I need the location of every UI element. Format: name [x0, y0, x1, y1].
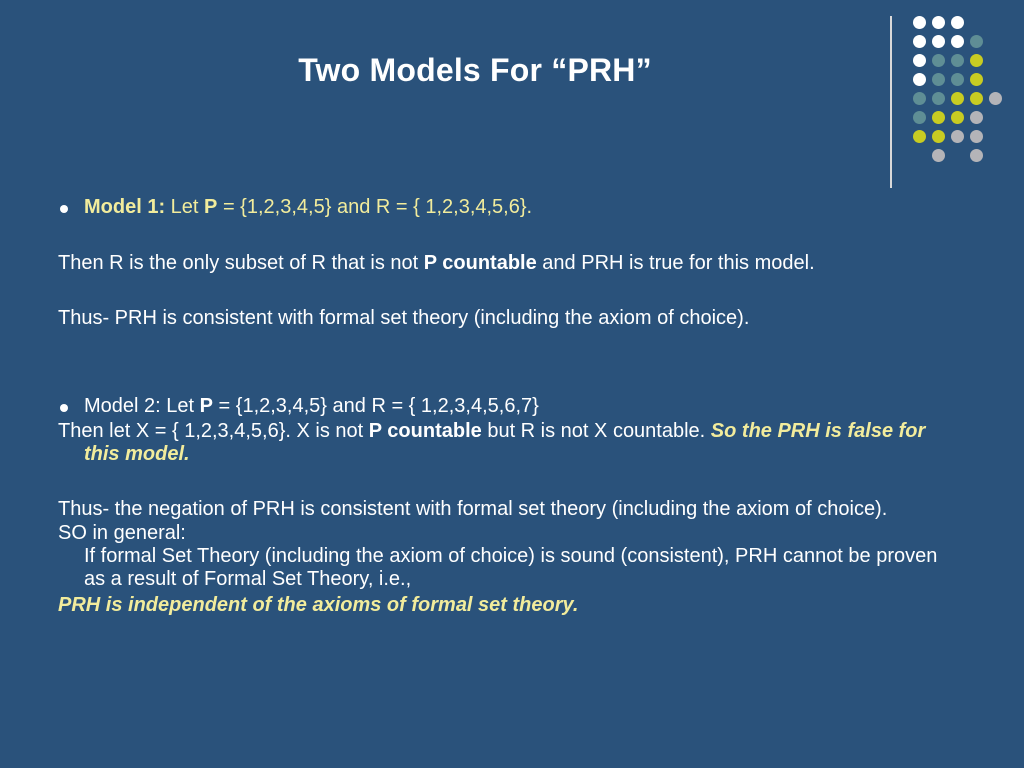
decor-dot [932, 111, 945, 124]
decor-dot [951, 73, 964, 86]
in-general-body: If formal Set Theory (including the axiom of choice) is sound (consistent), PRH cannot be proven as a result of Formal Set Theory, i.e., [84, 545, 938, 590]
paragraph-in-general [58, 522, 958, 591]
decor-dot [970, 35, 983, 48]
decor-dot [913, 73, 926, 86]
conclusion-statement: PRH is independent of the axioms of formal set theory. [58, 594, 579, 616]
decor-dot [970, 130, 983, 143]
model-2-p: P [199, 395, 213, 417]
decor-dot [913, 54, 926, 67]
slide-body [58, 190, 958, 617]
decor-dot [913, 92, 926, 105]
decor-dot [951, 92, 964, 105]
bullet-dot [60, 404, 68, 412]
para-3-text-a: Then let X = { 1,2,3,4,5,6}. X is not [58, 420, 369, 442]
decor-dot [951, 111, 964, 124]
paragraph-model-1-explanation [58, 252, 958, 275]
decor-dot [932, 149, 945, 162]
decor-dot [932, 35, 945, 48]
model-2-text-b: = {1,2,3,4,5} and R = { 1,2,3,4,5,6,7} [212, 395, 539, 417]
decor-dot [970, 73, 983, 86]
decor-dot [932, 73, 945, 86]
paragraph-consistency: Thus- PRH is consistent with formal set theory (including the axiom of choice). [58, 307, 750, 329]
paragraph-negation-consistency: Thus- the negation of PRH is consistent with formal set theory (including the axiom of choice). [58, 498, 888, 520]
para-1-text-a: Then R is the only subset of R that is not [58, 252, 424, 274]
decor-dot [932, 130, 945, 143]
slide-title: Two Models For “PRH” [298, 52, 652, 88]
decor-dot [951, 35, 964, 48]
decor-dot [970, 92, 983, 105]
bullet-dot [60, 205, 68, 213]
decorative-dot-grid [0, 0, 1024, 200]
decor-dot [970, 54, 983, 67]
decor-dot [951, 54, 964, 67]
decor-dot [989, 92, 1002, 105]
bullet-model-2 [58, 395, 958, 418]
model-2-text-a: Model 2: Let [84, 395, 200, 417]
decor-dot [913, 130, 926, 143]
decor-dot [932, 54, 945, 67]
para-3-text-b: but R is not X countable. [481, 420, 711, 442]
model-1-p: P [204, 196, 218, 218]
model-1-label: Model 1: [84, 196, 166, 218]
p-countable-term: P countable [368, 420, 482, 442]
decor-dot [913, 16, 926, 29]
decor-dot [913, 111, 926, 124]
decor-dot [932, 16, 945, 29]
model-1-text-a: Let [165, 196, 205, 218]
decor-dot [970, 111, 983, 124]
prh-false-emphasis: So the PRH is false for this model. [84, 420, 926, 465]
para-1-text-b: and PRH is true for this model. [536, 252, 815, 274]
decor-dot [932, 92, 945, 105]
decor-dot [951, 16, 964, 29]
in-general-heading: SO in general: [58, 522, 186, 544]
decor-dot [951, 130, 964, 143]
p-countable-term: P countable [423, 252, 537, 274]
paragraph-model-2-explanation [58, 420, 958, 466]
decor-dot [970, 149, 983, 162]
bullet-model-1 [58, 196, 958, 219]
decor-dot [913, 35, 926, 48]
model-1-text-b: = {1,2,3,4,5} and R = { 1,2,3,4,5,6}. [217, 196, 533, 218]
